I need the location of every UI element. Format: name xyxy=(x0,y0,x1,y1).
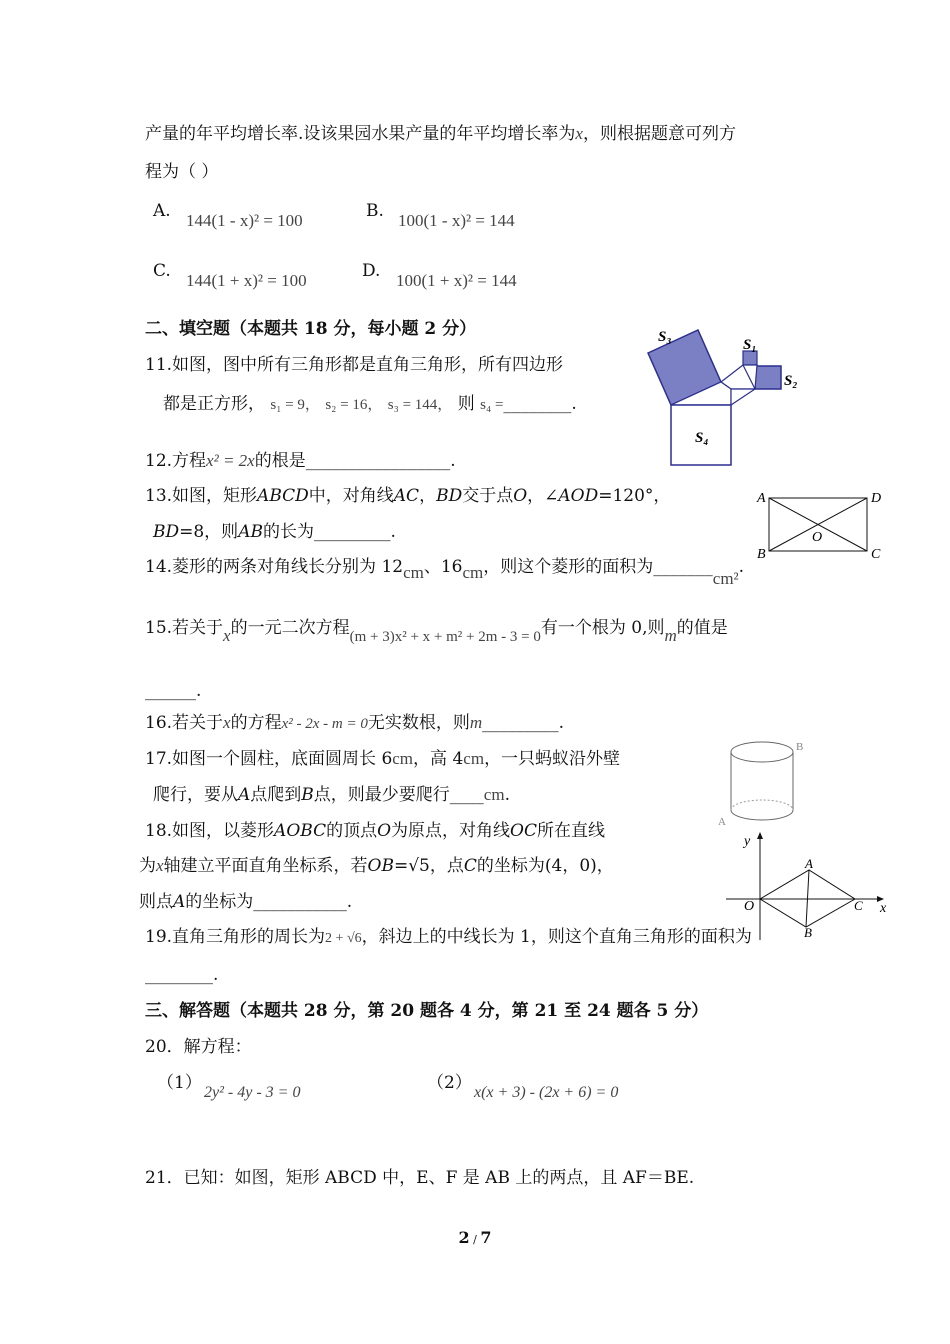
label-b: B xyxy=(757,547,766,562)
q13-rectangle-figure xyxy=(755,485,890,565)
q20-title: 20．解方程： xyxy=(145,1037,252,1057)
q15: 15.若关于x的一元二次方程(m + 3)x² + x + m² + 2m - 3 = 0有一个根为 0,则m的值是 xyxy=(145,618,728,645)
q13-line2: BD=8，则AB的长为_________. xyxy=(153,522,396,542)
q19: 19.直角三角形的周长为2 + √6，斜边上的中线长为 1，则这个直角三角形的面积为 xyxy=(145,927,752,947)
q17-line1: 17.如图一个圆柱，底面圆周长 6cm，高 4cm，一只蚂蚁沿外壁 xyxy=(145,749,621,769)
label-c: C xyxy=(871,547,881,562)
label-o: O xyxy=(744,899,755,914)
q12: 12.方程x² = 2x的根是_________________. xyxy=(145,451,456,471)
label-o: O xyxy=(812,530,823,545)
q16: 16.若关于x的方程x² - 2x - m = 0无实数根，则m_________. xyxy=(145,713,565,733)
q10-option-c-label: C. xyxy=(153,261,171,281)
q11-squares-figure xyxy=(640,325,810,470)
q21: 21．已知：如图，矩形 ABCD 中，E、F 是 AB 上的两点，且 AF＝BE. xyxy=(145,1168,695,1188)
label-x: x xyxy=(880,901,887,916)
q20-part1-label: （1） xyxy=(157,1073,202,1093)
q17-cylinder-figure xyxy=(712,735,812,835)
q20-part1: 2y² - 4y - 3 = 0 xyxy=(204,1084,301,1101)
label-b: B xyxy=(796,741,804,753)
label-b: B xyxy=(804,925,812,940)
q19-blank: ________. xyxy=(145,965,219,985)
square-s2 xyxy=(755,366,781,389)
q14: 14.菱形的两条对角线长分别为 12cm、16cm，则这个菱形的面积为_______cm². xyxy=(145,557,745,588)
q10-line2: 程为（ ） xyxy=(145,162,219,182)
q11-line2: 都是正方形， s₁ = 9， s₂ = 16， s₃ = 144， 则 s₄ =________. xyxy=(163,394,577,414)
q18-line2: 为x轴建立平面直角坐标系，若OB=√5，点C的坐标为(4，0)， xyxy=(139,856,614,876)
q18-line3: 则点A的坐标为___________. xyxy=(139,892,353,912)
label-a: A xyxy=(805,856,813,871)
section-2-title: 二、填空题（本题共 18 分，每小题 2 分） xyxy=(145,319,477,339)
q15-blank: ______. xyxy=(145,681,202,701)
q10-option-a-label: A. xyxy=(153,201,171,221)
label-s3: S₃ xyxy=(658,329,672,345)
label-c: C xyxy=(854,898,863,913)
section-3-title: 三、解答题（本题共 28 分，第 20 题各 4 分，第 21 至 24 题各 5 分） xyxy=(145,1001,709,1021)
page-number: 2 / 7 xyxy=(458,1228,492,1247)
label-d: D xyxy=(871,491,882,506)
q10-option-a: 144(1 - x)² = 100 xyxy=(186,211,303,230)
q11-line1: 11.如图，图中所有三角形都是直角三角形，所有四边形 xyxy=(145,355,564,375)
q10-option-d-label: D. xyxy=(362,261,381,281)
q10-option-b: 100(1 - x)² = 144 xyxy=(398,211,515,230)
label-a: A xyxy=(757,491,766,506)
q18-line1: 18.如图，以菱形AOBC的顶点O为原点，对角线OC所在直线 xyxy=(145,821,605,841)
q10-option-d: 100(1 + x)² = 144 xyxy=(396,271,517,290)
label-s4: S₄ xyxy=(695,430,709,446)
label-a: A xyxy=(718,816,726,828)
label-s1: S₁ xyxy=(743,337,757,353)
label-s2: S₂ xyxy=(784,373,798,389)
q17-line2: 爬行，要从A点爬到B点，则最少要爬行____cm. xyxy=(153,785,510,805)
q10-option-c: 144(1 + x)² = 100 xyxy=(186,271,307,290)
label-y: y xyxy=(744,834,751,849)
q20-part2: x(x + 3) - (2x + 6) = 0 xyxy=(474,1084,619,1101)
q10-option-b-label: B. xyxy=(366,201,384,221)
q13-line1: 13.如图，矩形ABCD中，对角线AC，BD交于点O，∠AOD=120°， xyxy=(145,486,671,506)
q10-line1: 产量的年平均增长率.设该果园水果产量的年平均增长率为x，则根据题意可列方 xyxy=(145,124,736,144)
q20-part2-label: （2） xyxy=(427,1073,472,1093)
square-s1 xyxy=(743,351,757,365)
